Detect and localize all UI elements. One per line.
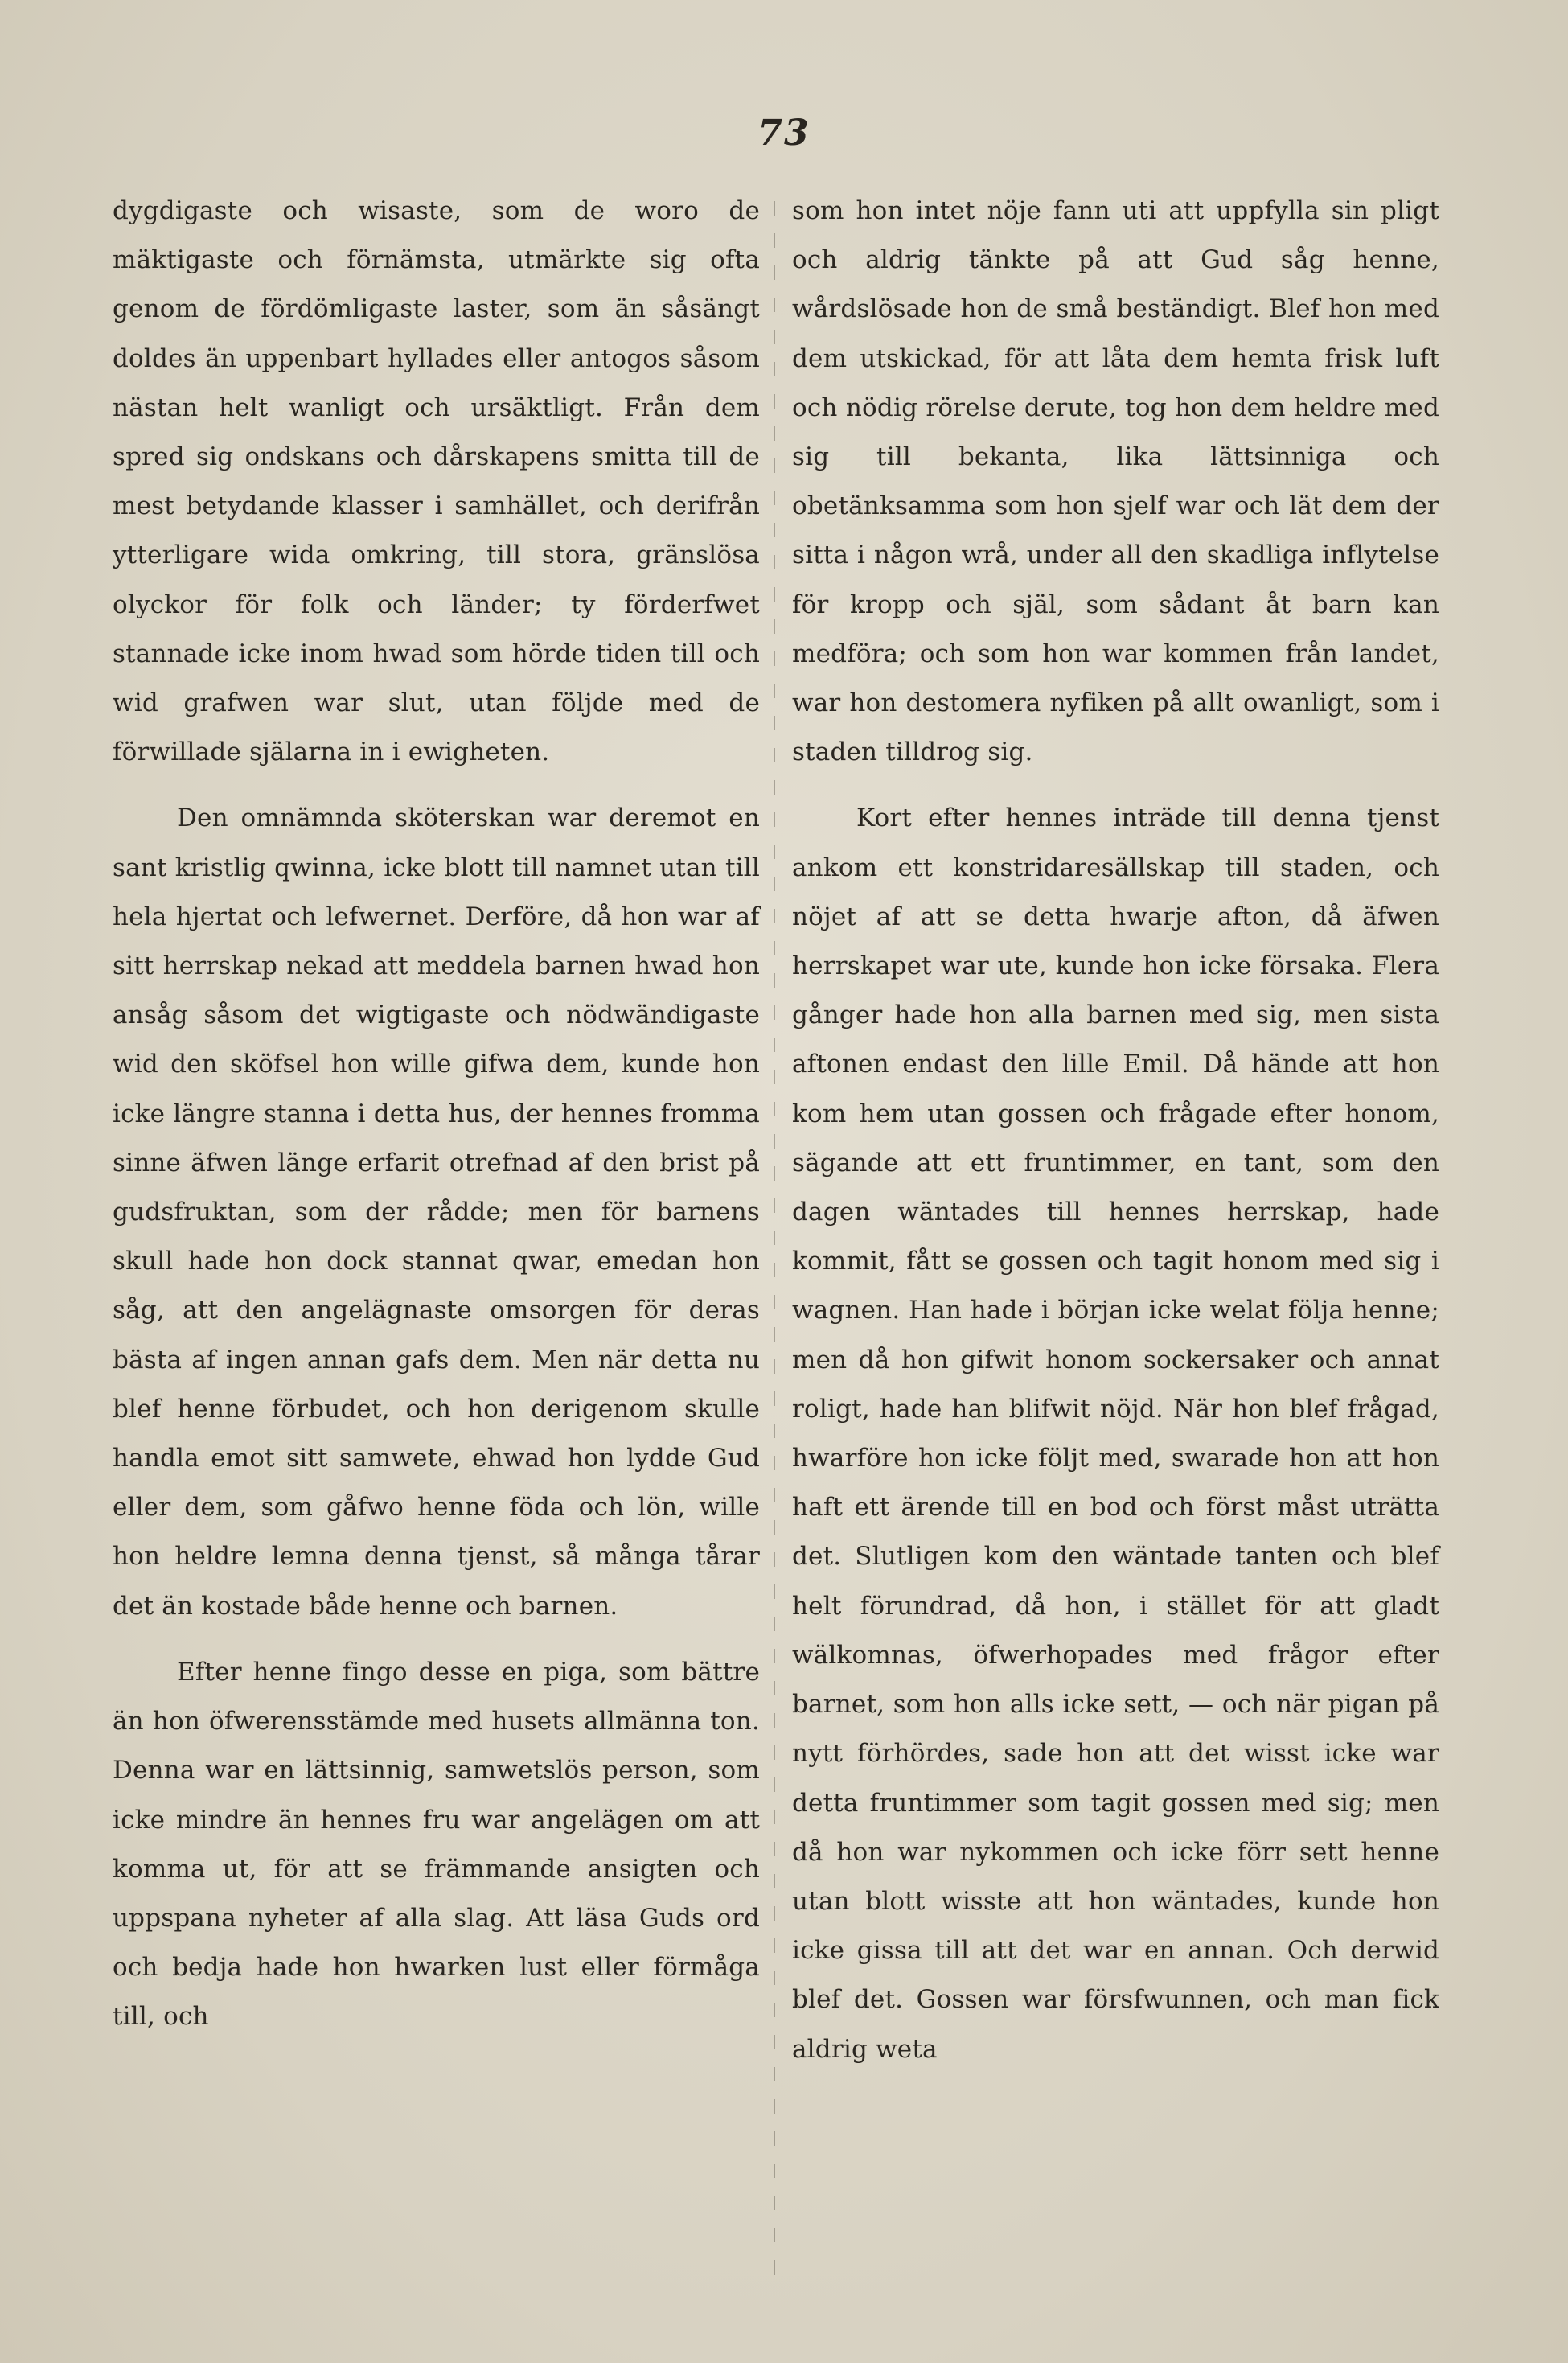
right-column bbox=[792, 187, 1439, 2074]
paragraph: Kort efter hennes inträde till denna tjenst ankom ett konstridaresällskap till staden, och nöjet af att se detta hwarje afton, då äfwen herrskapet war ute, kunde hon icke försaka. Flera gånger hade hon alla barnen med sig, men sista aftonen endast den lille Emil. Då hände att hon kom hem utan gossen och frågade efter honom, sägande att ett fruntimmer, en tant, som den dagen wäntades till hennes herrskap, hade kommit, fått se gossen och tagit honom med sig i wagnen. Han hade i början icke welat följa henne; men då hon gifwit honom sockersaker och annat roligt, hade han blifwit nöjd. När hon blef frågad, hwarföre hon icke följt med, swarade hon att hon haft ett ärende till en bod och först måst uträtta det. Slutligen kom den wäntade tanten och blef helt förundrad, då hon, i stället för att gladt wälkomnas, öfwerhopades med frågor efter barnet, som hon alls icke sett, — och när pigan på nytt förhördes, sade hon att det wisst icke war detta fruntimmer som tagit gossen med sig; men då hon war nykommen och icke förr sett henne utan blott wisste att hon wäntades, kunde hon icke gissa till att det war en annan. Och derwid blef det. Gossen war försfwunnen, och man fick aldrig weta bbox=[792, 803, 1439, 2064]
paragraph: Den omnämnda sköterskan war deremot en sant kristlig qwinna, icke blott till namnet utan till hela hjertat och lefwernet. Derföre, då hon war af sitt herrskap nekad att meddela barnen hwad hon ansåg såsom det wigtigaste och nödwändigaste wid den sköfsel hon wille gifwa dem, kunde hon icke längre stanna i detta hus, der hennes fromma sinne äfwen länge erfarit otrefnad af den brist på gudsfruktan, som der rådde; men för barnens skull hade hon dock stannat qwar, emedan hon såg, att den angelägnaste omsorgen för deras bästa af ingen annan gafs dem. Men när detta nu blef henne förbudet, och hon derigenom skulle handla emot sitt samwete, ehwad hon lydde Gud eller dem, som gåfwo henne föda och lön, wille hon heldre lemna denna tjenst, så många tårar det än kostade både henne och barnen. bbox=[113, 803, 760, 1621]
paragraph: Efter henne fingo desse en piga, som bättre än hon öfwerensstämde med husets allmänna ton. Denna war en lättsinnig, samwetslös person, som icke mindre än hennes fru war angelägen om att komma ut, för att se främmande ansigten och uppspana nyheter af alla slag. Att läsa Guds ord och bedja hade hon hwarken lust eller förmåga till, och bbox=[113, 1657, 760, 2032]
left-column bbox=[113, 187, 760, 2042]
page-number: 73 bbox=[757, 113, 811, 154]
column-divider bbox=[774, 201, 775, 2276]
paragraph: dygdigaste och wisaste, som de woro de mäktigaste och förnämsta, utmärkte sig ofta genom de fördömligaste laster, som än såsängt doldes än uppenbart hyllades eller antogos såsom nästan helt wanligt och ursäktligt. Från dem spred sig ondskans och dårskapens smitta till de mest betydande klasser i samhället, och derifrån ytterligare wida omkring, till stora, gränslösa olyckor för folk och länder; ty förderfwet stannade icke inom hwad som hörde tiden till och wid grafwen war slut, utan följde med de förwillade själarna in i ewigheten. bbox=[113, 196, 760, 767]
paragraph: som hon intet nöje fann uti att uppfylla sin pligt och aldrig tänkte på att Gud såg henne, wårdslösade hon de små beständigt. Blef hon med dem utskickad, för att låta dem hemta frisk luft och nödig rörelse derute, tog hon dem heldre med sig till bekanta, lika lättsinniga och obetänksamma som hon sjelf war och lät dem der sitta i någon wrå, under all den skadliga inflytelse för kropp och själ, som sådant åt barn kan medföra; och som hon war kommen från landet, war hon destomera nyfiken på allt owanligt, som i staden tilldrog sig. bbox=[792, 196, 1439, 767]
